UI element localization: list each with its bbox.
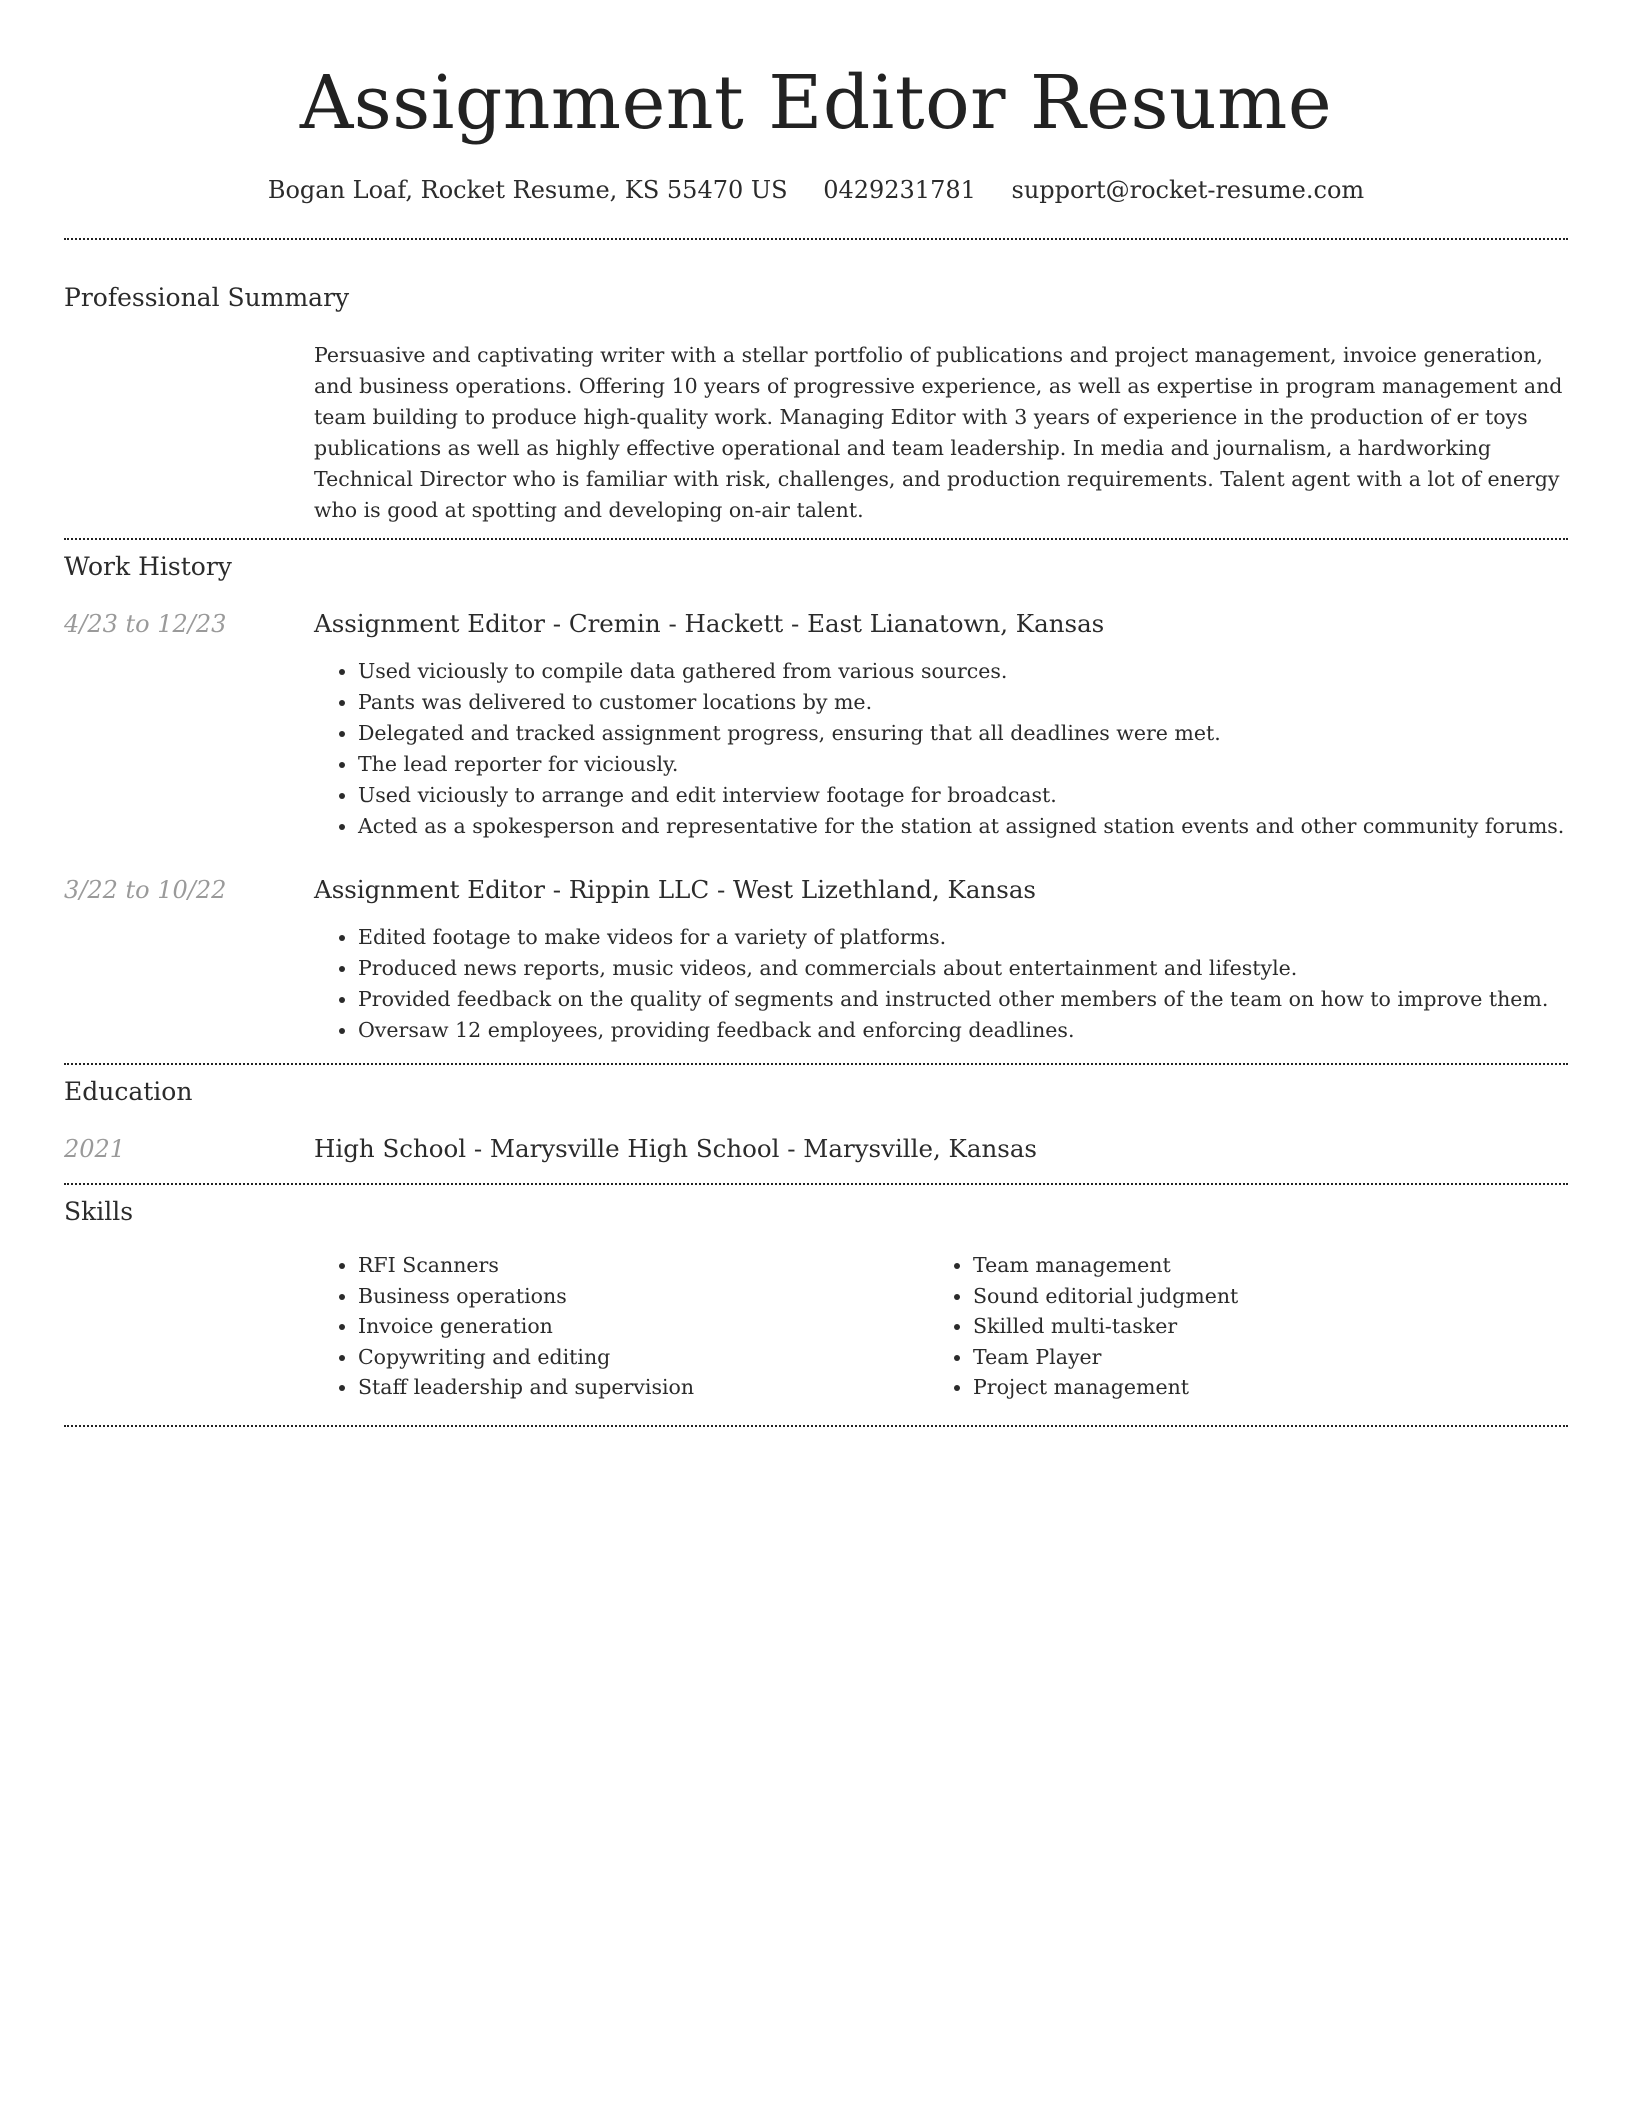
- job-dates: 3/22 to 10/22: [64, 876, 227, 904]
- list-item: • Pants was delivered to customer locations by me.: [358, 687, 1568, 718]
- list-item: • Edited footage to make videos for a variety of platforms.: [358, 922, 1568, 953]
- divider: [64, 1063, 1568, 1065]
- list-item: • Used viciously to arrange and edit interview footage for broadcast.: [358, 780, 1568, 811]
- education-heading: Education: [64, 1077, 193, 1106]
- divider: [64, 1183, 1568, 1185]
- divider: [64, 538, 1568, 540]
- skills-list-right: [929, 1250, 1529, 1403]
- job-dates: 4/23 to 12/23: [64, 610, 227, 638]
- job-bullets: [314, 922, 1568, 1046]
- list-item: • Staff leadership and supervision: [358, 1372, 914, 1403]
- list-item: • Skilled multi-tasker: [973, 1311, 1529, 1342]
- resume-title: Assignment Editor Resume: [299, 60, 1333, 146]
- list-item: • Acted as a spokesperson and representative for the station at assigned station events and other community forums.: [358, 811, 1568, 842]
- list-item: • Project management: [973, 1372, 1529, 1403]
- education-entry: [314, 1131, 1037, 1167]
- list-item: • Oversaw 12 employees, providing feedback and enforcing deadlines.: [358, 1015, 1568, 1046]
- education-school: - Marysville High School - Marysville, Kansas: [466, 1134, 1037, 1163]
- skills-list-left: [314, 1250, 914, 1403]
- job-role: Assignment Editor: [314, 875, 545, 904]
- work-history-heading: Work History: [64, 552, 232, 581]
- list-item: • Invoice generation: [358, 1311, 914, 1342]
- job-title: [314, 872, 1036, 908]
- job-title: [314, 606, 1104, 642]
- list-item: • Team management: [973, 1250, 1529, 1281]
- skills-heading: Skills: [64, 1197, 134, 1226]
- job-role: Assignment Editor: [314, 609, 545, 638]
- list-item: • Delegated and tracked assignment progress, ensuring that all deadlines were met.: [358, 718, 1568, 749]
- list-item: • Used viciously to compile data gathered from various sources.: [358, 656, 1568, 687]
- summary-heading: Professional Summary: [64, 283, 350, 312]
- education-degree: High School: [314, 1134, 467, 1163]
- divider: [64, 1425, 1568, 1427]
- job-employer-location: - Cremin - Hackett - East Lianatown, Kansas: [545, 609, 1105, 638]
- divider: [64, 238, 1568, 240]
- list-item: • The lead reporter for viciously.: [358, 749, 1568, 780]
- list-item: • Copywriting and editing: [358, 1342, 914, 1373]
- list-item: • Team Player: [973, 1342, 1529, 1373]
- contact-line: [0, 170, 1632, 210]
- summary-text: Persuasive and captivating writer with a stellar portfolio of publications and project management, invoice generation, and business operations. Offering 10 years of progressive experience, as well as expertise in program management and team building to produce high-quality work. Managing Editor with 3 years of experience in the production of er toys publications as well as highly effective operational and team leadership. In media and journalism, a hardworking Technical Director who is familiar with risk, challenges, and production requirements. Talent agent with a lot of energy who is good at spotting and developing on-air talent.: [314, 343, 1563, 522]
- contact-address: Bogan Loaf, Rocket Resume, KS 55470 US: [267, 176, 788, 204]
- list-item: • Business operations: [358, 1281, 914, 1312]
- list-item: • Provided feedback on the quality of segments and instructed other members of the team on how to improve them.: [358, 984, 1568, 1015]
- list-item: • Sound editorial judgment: [973, 1281, 1529, 1312]
- contact-email: support@rocket-resume.com: [1011, 176, 1365, 204]
- job-bullets: [314, 656, 1568, 842]
- list-item: • RFI Scanners: [358, 1250, 914, 1281]
- education-year: 2021: [64, 1135, 126, 1163]
- contact-phone: 0429231781: [823, 176, 976, 204]
- list-item: • Produced news reports, music videos, and commercials about entertainment and lifestyle.: [358, 953, 1568, 984]
- job-employer-location: - Rippin LLC - West Lizethland, Kansas: [545, 875, 1036, 904]
